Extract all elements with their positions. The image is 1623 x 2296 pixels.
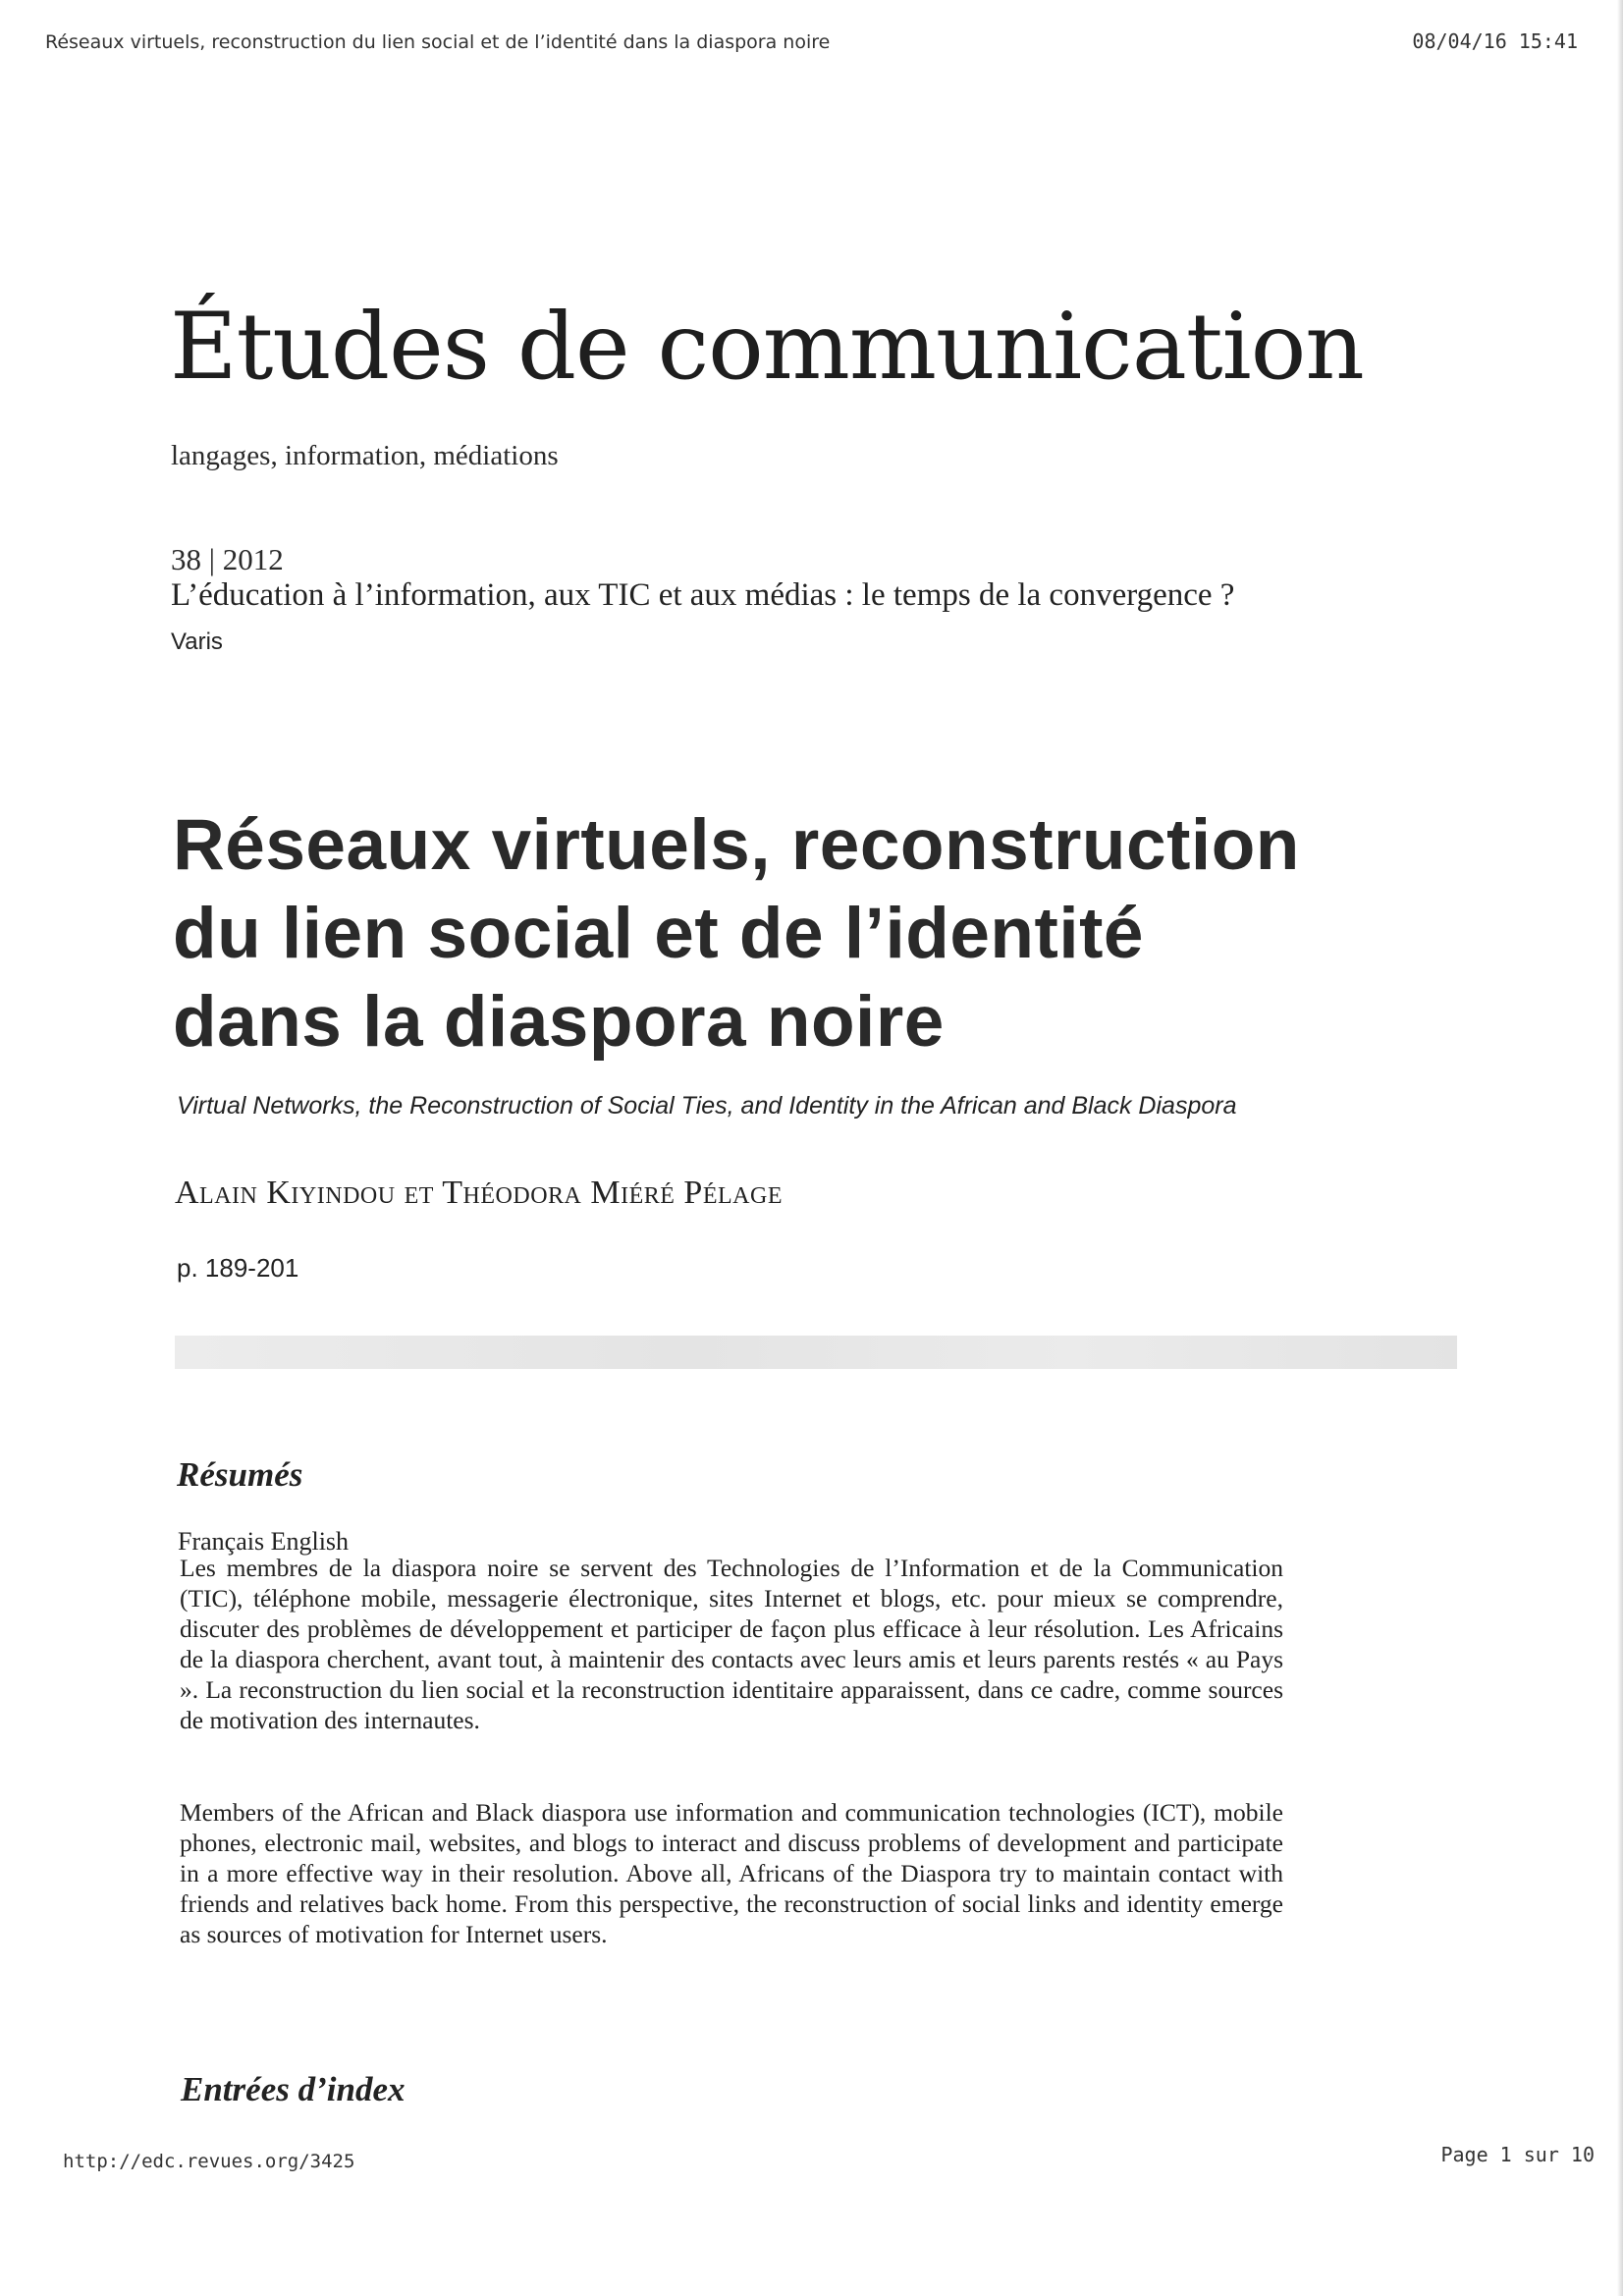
article-authors[interactable]: Alain Kiyindou et Théodora Miéré Pélage [175, 1175, 783, 1211]
abstracts-heading: Résumés [177, 1455, 303, 1494]
print-footer-page-number: Page 1 sur 10 [1440, 2143, 1595, 2166]
index-entries-heading: Entrées d’index [181, 2070, 406, 2108]
print-header-datetime: 08/04/16 15:41 [1412, 29, 1578, 53]
article-title-line: dans la diaspora noire [173, 982, 945, 1062]
issue-number[interactable]: 38 | 2012 [171, 542, 284, 576]
journal-subtitle: langages, information, médiations [171, 440, 559, 471]
article-title [173, 801, 1469, 1066]
abstract-french: Les membres de la diaspora noire se servent des Technologies de l’Information et de la Communication (TIC), téléphone mobile, messagerie électronique, sites Internet et blogs, etc. pour mieux se comprendre, discuter des problèmes de développement et participer de façon plus efficace à leur résolution. Les Africains de la diaspora cherchent, avant tout, à maintenir des contacts avec leurs amis et leurs parents restés « au Pays ». La reconstruction du lien social et la reconstruction identitaire apparaissent, dans ce cadre, comme sources de motivation des internautes. [180, 1554, 1283, 1734]
article-title-line: Réseaux virtuels, reconstruction [173, 805, 1300, 885]
issue-title[interactable]: L’éducation à l’information, aux TIC et aux médias : le temps de la convergence ? [171, 577, 1235, 613]
language-link-french[interactable]: Français [178, 1527, 265, 1556]
print-header-title: Réseaux virtuels, reconstruction du lien social et de l’identité dans la diaspora noire [45, 31, 831, 53]
toolbar-placeholder-bar [175, 1336, 1457, 1369]
issue-section[interactable]: Varis [171, 629, 223, 655]
language-link-english[interactable]: English [270, 1527, 350, 1556]
article-title-line: du lien social et de l’identité [173, 894, 1145, 973]
abstract-english: Members of the African and Black diaspora use information and communication technologies (ICT), mobile phones, electronic mail, websites, and blogs to interact and discuss problems of development and participate in a more effective way in their resolution. Above all, Africans of the Diaspora try to maintain contact with friends and relatives back home. From this perspective, the reconstruction of social links and identity emerge as sources of motivation for Internet users. [180, 1798, 1283, 1948]
article-translated-title: Virtual Networks, the Reconstruction of Social Ties, and Identity in the African and Black Diaspora [177, 1092, 1237, 1120]
journal-title[interactable]: Études de communication [170, 294, 1364, 401]
scan-edge-shadow [1617, 0, 1623, 2296]
print-footer-url[interactable]: http://edc.revues.org/3425 [63, 2151, 355, 2172]
article-pages: p. 189-201 [177, 1253, 299, 1283]
